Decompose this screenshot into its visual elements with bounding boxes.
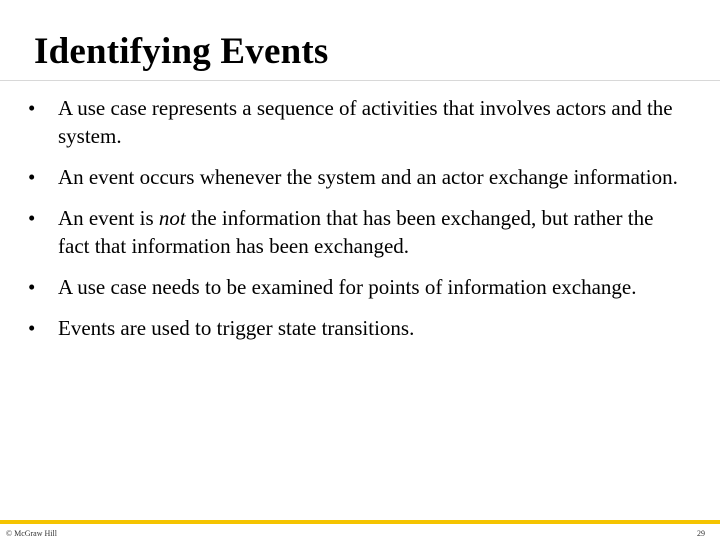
slide-title: Identifying Events	[34, 31, 329, 72]
footer-divider	[0, 520, 720, 524]
emphasized-text: not	[158, 206, 186, 230]
bullet-item	[28, 94, 688, 150]
bullet-item	[28, 273, 688, 301]
bullet-text-segment: the information that has been exchanged, but rather the fact that information has been exchanged.	[58, 206, 654, 258]
bullet-dot-icon: •	[28, 206, 36, 230]
bullet-text	[58, 165, 678, 189]
bullet-item	[28, 204, 688, 260]
page-number: 29	[697, 529, 705, 538]
bullet-text-segment: An event is	[58, 206, 159, 230]
bullet-text	[58, 96, 673, 148]
bullet-dot-icon: •	[28, 165, 36, 189]
bullet-text	[58, 275, 636, 299]
bullet-dot-icon: •	[28, 275, 36, 299]
bullet-text-segment: A use case needs to be examined for points of information exchange.	[58, 275, 637, 299]
bullet-item	[28, 163, 688, 191]
bullet-text	[58, 316, 414, 340]
bullet-text	[58, 206, 653, 258]
bullet-dot-icon: •	[28, 96, 36, 120]
bullet-text-segment: An event occurs whenever the system and an actor exchange information.	[58, 165, 678, 189]
title-divider	[0, 80, 720, 81]
bullet-text-segment: A use case represents a sequence of activities that involves actors and the system.	[58, 96, 673, 148]
copyright-notice: © McGraw Hill	[6, 529, 57, 538]
bullet-dot-icon: •	[28, 316, 36, 340]
bullet-text-segment: Events are used to trigger state transitions.	[58, 316, 415, 340]
bullet-item	[28, 314, 688, 342]
bullet-list	[28, 94, 688, 355]
